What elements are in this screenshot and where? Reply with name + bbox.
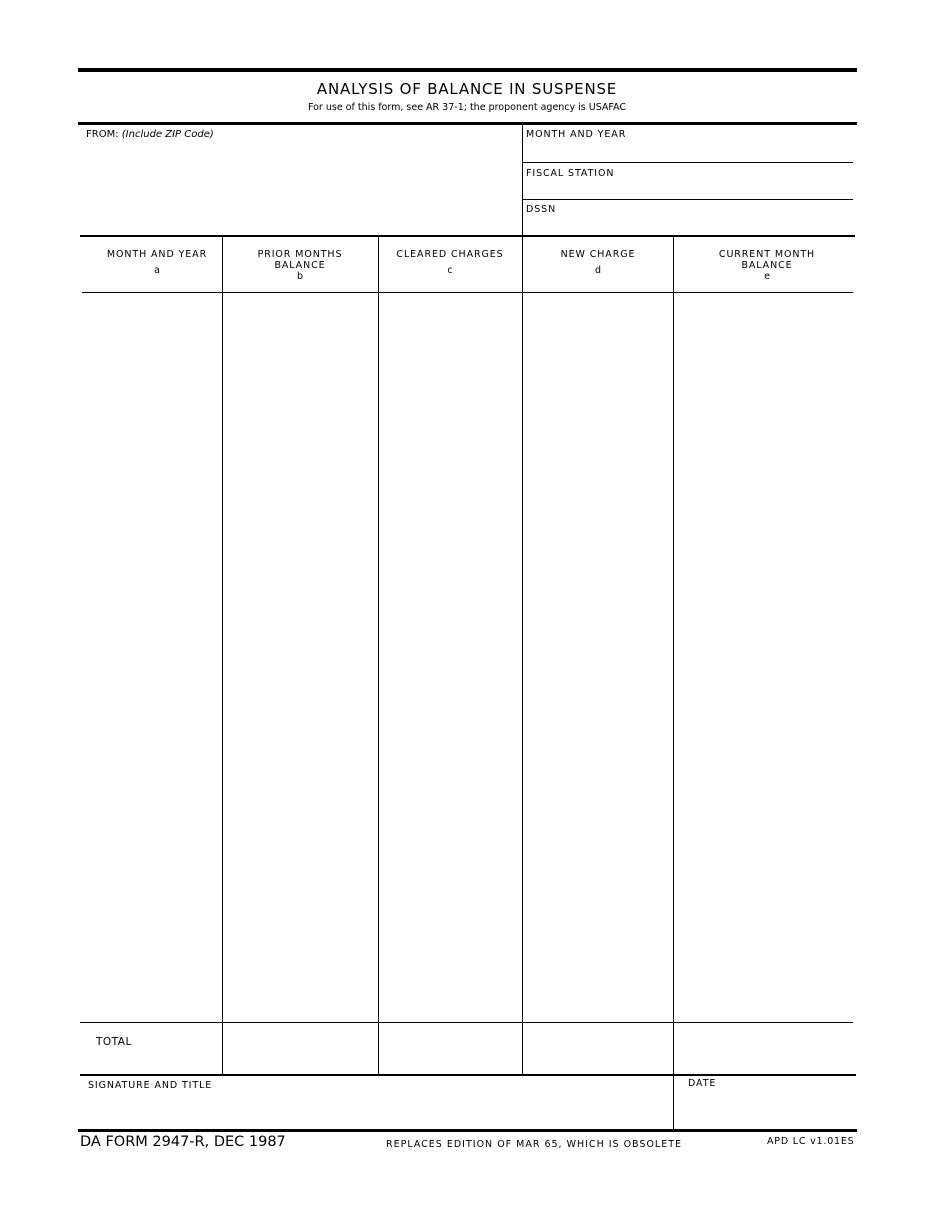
- column-letter: a: [154, 265, 160, 276]
- from-address-field[interactable]: [80, 145, 520, 233]
- version-label: APD LC v1.01ES: [767, 1136, 855, 1147]
- totals-top-rule: [80, 1022, 853, 1023]
- column-divider-de: [673, 237, 674, 1075]
- form-number: DA FORM 2947-R, DEC 1987: [80, 1134, 286, 1150]
- total-cell-d[interactable]: [524, 1024, 672, 1074]
- replaces-notice: REPLACES EDITION OF MAR 65, WHICH IS OBSOLETE: [386, 1139, 683, 1150]
- column-header-label: NEW CHARGE: [560, 249, 636, 260]
- date-label: DATE: [688, 1078, 717, 1089]
- body-column-a[interactable]: [82, 294, 221, 1021]
- total-cell-e[interactable]: [675, 1024, 852, 1074]
- table-top-rule: [80, 235, 855, 237]
- fiscal-station-rule: [522, 199, 853, 200]
- signature-label: SIGNATURE AND TITLE: [88, 1080, 213, 1091]
- from-label-group: [86, 129, 214, 140]
- column-header-a: [82, 249, 232, 276]
- column-divider-cd: [522, 237, 523, 1075]
- column-divider-bc: [378, 237, 379, 1075]
- dssn-field[interactable]: [524, 217, 852, 234]
- from-hint: (Include ZIP Code): [121, 129, 214, 140]
- dssn-label: DSSN: [526, 204, 557, 215]
- body-column-c[interactable]: [380, 294, 521, 1021]
- column-header-label: CURRENT MONTH BALANCE: [718, 249, 816, 271]
- top-rule: [78, 68, 857, 72]
- month-year-label: MONTH AND YEAR: [526, 129, 627, 140]
- header-row-rule: [82, 292, 853, 293]
- date-divider: [673, 1076, 674, 1130]
- month-year-rule: [522, 162, 853, 163]
- body-column-d[interactable]: [524, 294, 672, 1021]
- signature-top-rule: [80, 1074, 856, 1076]
- column-divider-ab: [222, 237, 223, 1075]
- form-subtitle: For use of this form, see AR 37-1; the proponent agency is USAFAC: [307, 102, 626, 113]
- column-header-e: [702, 249, 832, 282]
- column-header-d: [523, 249, 673, 276]
- column-letter: d: [594, 265, 602, 276]
- column-header-label: PRIOR MONTHS BALANCE: [257, 249, 343, 271]
- title-rule: [78, 122, 857, 125]
- fiscal-station-field[interactable]: [524, 181, 852, 198]
- fiscal-station-label: FISCAL STATION: [526, 168, 615, 179]
- body-column-b[interactable]: [224, 294, 377, 1021]
- month-year-field[interactable]: [524, 142, 852, 161]
- column-letter: c: [447, 265, 453, 276]
- from-label: FROM:: [86, 129, 119, 140]
- total-label: TOTAL: [96, 1036, 132, 1048]
- column-letter: b: [296, 271, 304, 282]
- header-divider: [522, 125, 523, 236]
- signature-field[interactable]: [82, 1094, 670, 1128]
- date-field[interactable]: [676, 1092, 854, 1128]
- body-column-e[interactable]: [675, 294, 852, 1021]
- column-header-b: [244, 249, 356, 282]
- total-cell-c[interactable]: [380, 1024, 521, 1074]
- column-header-label: CLEARED CHARGES: [396, 249, 504, 260]
- total-cell-b[interactable]: [224, 1024, 377, 1074]
- column-header-label: MONTH AND YEAR: [106, 249, 208, 260]
- column-letter: e: [764, 271, 770, 282]
- column-header-c: [379, 249, 521, 276]
- bottom-rule: [78, 1129, 857, 1132]
- form-title: ANALYSIS OF BALANCE IN SUSPENSE: [316, 80, 618, 98]
